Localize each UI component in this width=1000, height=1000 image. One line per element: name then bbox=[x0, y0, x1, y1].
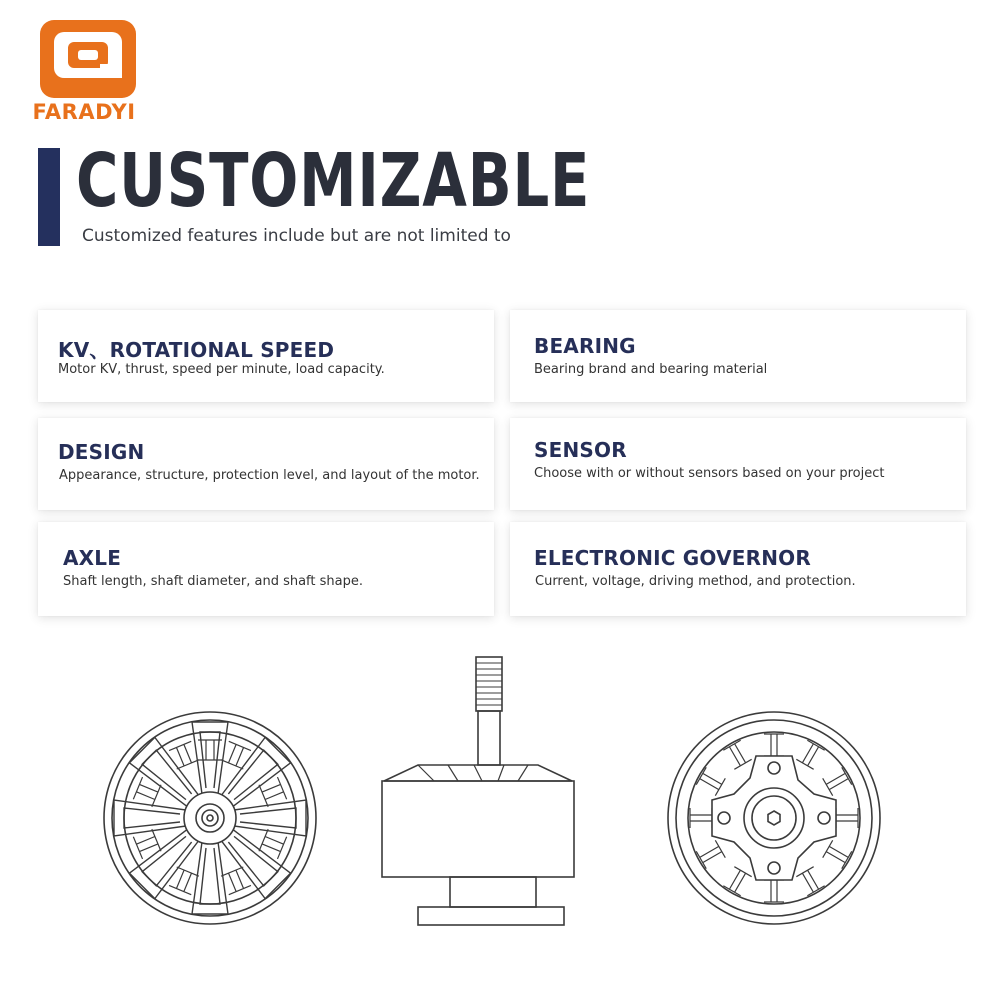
feature-description: Current, voltage, driving method, and protection. bbox=[535, 574, 856, 589]
feature-description: Choose with or without sensors based on your project bbox=[534, 466, 885, 481]
feature-description: Motor KV, thrust, speed per minute, load capacity. bbox=[58, 362, 385, 377]
brand-logo bbox=[14, 20, 154, 125]
motor-side-view-icon bbox=[378, 655, 578, 930]
feature-description: Appearance, structure, protection level, and layout of the motor. bbox=[59, 468, 480, 483]
brand-name: FARADYI bbox=[32, 100, 136, 124]
page-title: CUSTOMIZABLE bbox=[76, 138, 591, 224]
feature-title: DESIGN bbox=[58, 440, 145, 464]
feature-card-axle bbox=[38, 522, 494, 616]
feature-title: ELECTRONIC GOVERNOR bbox=[534, 546, 811, 570]
title-accent-bar bbox=[38, 148, 60, 246]
page-subtitle: Customized features include but are not limited to bbox=[82, 226, 511, 246]
feature-card-bearing bbox=[510, 310, 966, 402]
motor-top-view-icon bbox=[100, 708, 320, 928]
motor-bottom-view-icon bbox=[664, 708, 884, 928]
feature-title: AXLE bbox=[63, 546, 122, 570]
feature-description: Bearing brand and bearing material bbox=[534, 362, 768, 377]
feature-title: SENSOR bbox=[534, 438, 627, 462]
feature-card-kv bbox=[38, 310, 494, 402]
faradyi-logo-icon bbox=[40, 20, 136, 98]
feature-description: Shaft length, shaft diameter, and shaft shape. bbox=[63, 574, 363, 589]
feature-title: BEARING bbox=[534, 334, 636, 358]
feature-card-governor bbox=[510, 522, 966, 616]
feature-card-sensor bbox=[510, 418, 966, 510]
feature-card-design bbox=[38, 418, 494, 510]
feature-title: KV、ROTATIONAL SPEED bbox=[58, 338, 335, 362]
